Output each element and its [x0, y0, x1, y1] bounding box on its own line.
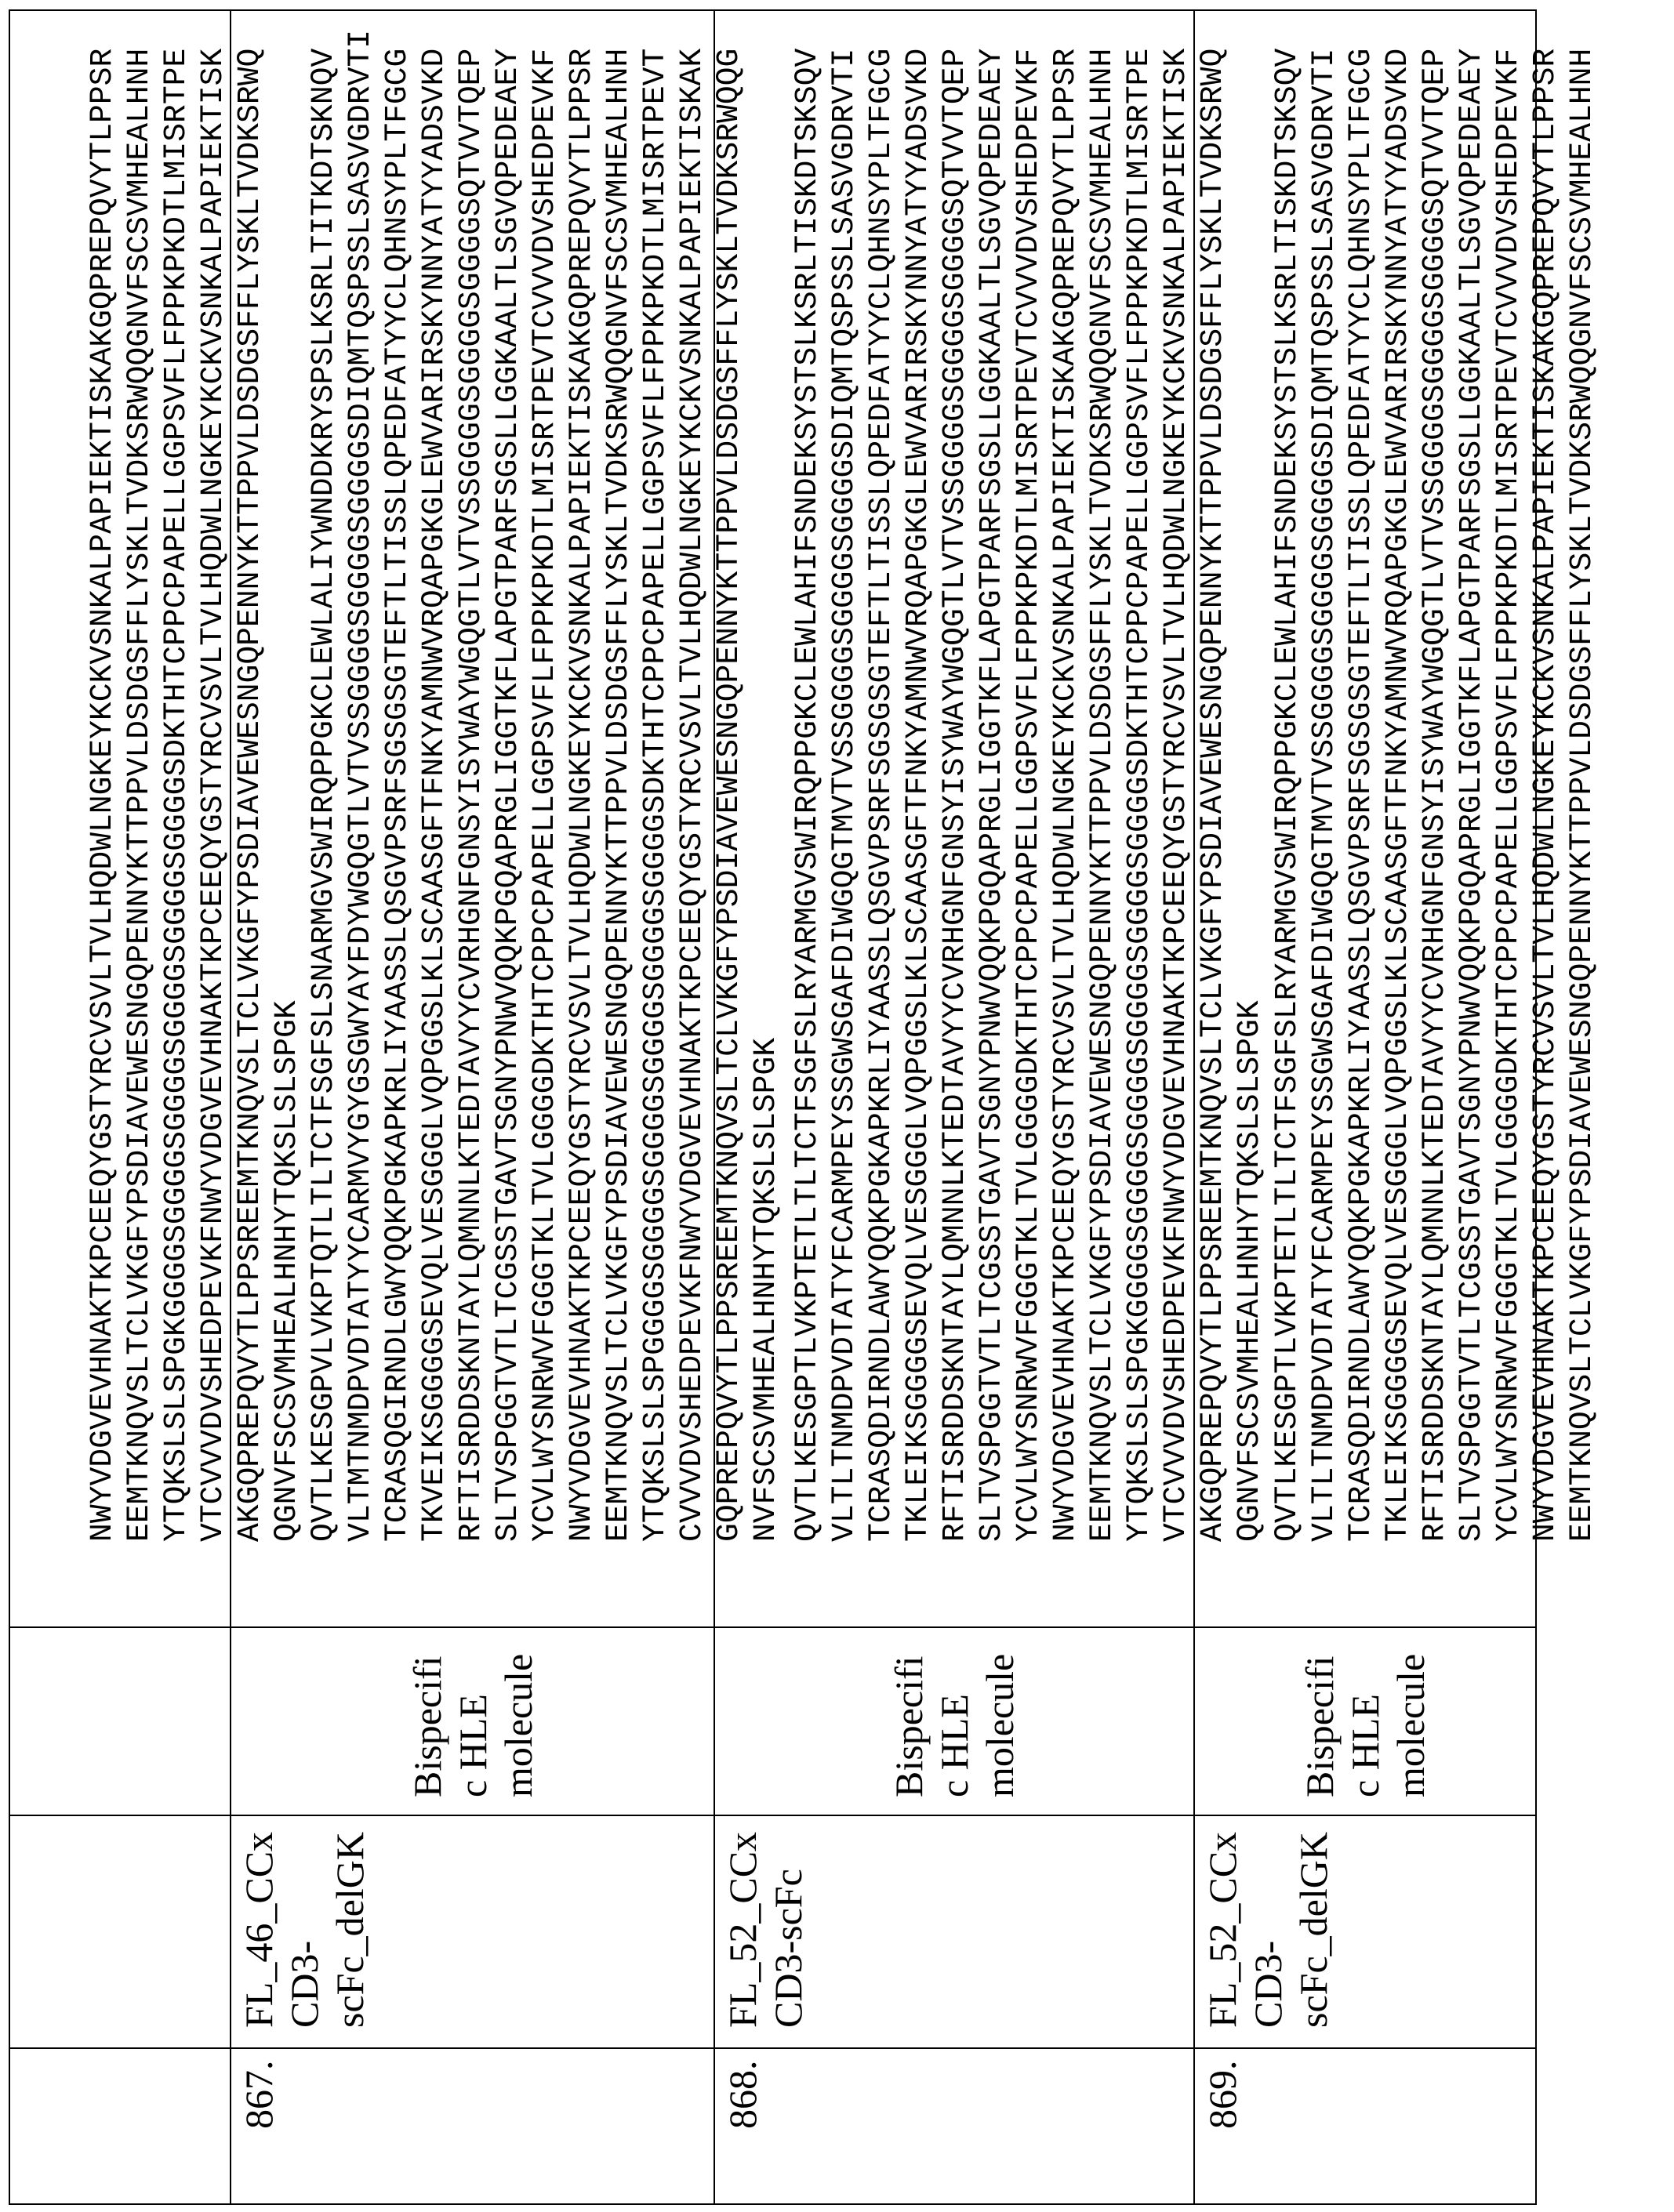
- description-cell: [715, 1626, 1193, 1815]
- sequence-id-number: 867.: [236, 2061, 281, 2130]
- sequence-line: QGNVFSCSVMHEALHNHYTQKSLSLSPGK: [1231, 49, 1268, 1542]
- sequence-line: EEMTKNQVSLTCLVKGFYPSDIAVEWESNGQPENNYKTTPPVLDSDGSFFLYSKLTVDKSRWQQGNVFSCSVMHEALHNH: [121, 49, 158, 1542]
- table-row: [1193, 9, 1537, 2205]
- sequence-line: SLTVSPGGTVTLTCGSSTGAVTSGNYPNWVQQKPGQAPRGLIGGTKFLAPGTPARFSGSLLGGKAALTLSGVQPEDEAEY: [489, 30, 526, 1542]
- sequence-line: TKVEIKSGGGGSEVQLVESGGGLVQPGGSLKLSCAASGFTFNKYAMNWVRQAPGKGLEWVARIRSKYNNYATYYADSVKD: [416, 30, 452, 1542]
- molecule-name: FL_46_CCx CD3-scFc_delGK: [236, 1822, 372, 2028]
- molecule-description: [405, 1654, 541, 1815]
- description-line: c HLE: [450, 1654, 496, 1797]
- molecule-description: [886, 1654, 1022, 1815]
- name-cell: [10, 1815, 230, 2047]
- sequence-line: SLTVSPGGTVTLTCGSSTGAVTSGNYPNWVQQKPGQAPRGLIGGTKFLAPGTPARFSGSLLGGKAALTLSGVQPEDEAEY: [1453, 49, 1490, 1542]
- name-cell: [1195, 1815, 1535, 2047]
- molecule-name: FL_52_CCx CD3-scFc_delGK: [1200, 1822, 1336, 2028]
- sequence-line: TCRASQDIRNDLAWYQQKPGKAPKRLIYAASSLQSGVPSRFSGSGSGTEFTLTISSLQPEDFATYYCLQHNSYPLTFGCG: [1342, 49, 1379, 1542]
- description-line: c HLE: [931, 1654, 977, 1797]
- sequence-line: AKGQPREPQVYTLPPSREEMTKNQVSLTCLVKGFYPSDIAVEWESNGQPENNYKTTPPVLDSDGSFFLYSKLTVDKSRWQ: [231, 49, 268, 1542]
- sequence-line: QGNVFSCSVMHEALHNHYTQKSLSLSPGK: [268, 49, 305, 1542]
- number-cell: [231, 2047, 714, 2203]
- description-line: molecule: [1388, 1654, 1433, 1797]
- sequence-line: TKLEIKSGGGGSEVQLVESGGGLVQPGGSLKLSCAASGFTFNKYAMNWVRQAPGKGLEWVARIRSKYNNYATYYADSVKD: [1379, 49, 1416, 1542]
- sequence-line: YCVLWYSNRWVFGGGTKLTVLGGGGDKTHTCPPCPAPELLGGPSVFLFPPKPKDTLMISRTPEVTCVVVDVSHEDPEVKF: [526, 30, 563, 1542]
- sequence-line: RFTISRDDSKNTAYLQMNNLKTEDTAVYYCVRHGNFGNSYISYWAYWGQGTLVTVSSGGGGSGGGGSGGGGSQTVVTQEP: [1416, 49, 1453, 1542]
- sequence-line: NWYVDGVEVHNAKTKPCEEQYGSTYRCVSVLTVLHQDWLNGKEYKCKVSNKALPAPIEKTISKAKGQPREPQVYTLPPSR: [84, 49, 121, 1542]
- sequence-line: EEMTKNQVSLTCLVKGFYPSDIAVEWESNGQPENNYKTTPPVLDSDGSFFLYSKLTVDKSRWQQGNVFSCSVMHEALHNH: [600, 30, 637, 1542]
- description-line: molecule: [977, 1654, 1022, 1797]
- sequence-line: VLTMTNMDPVDTATYYCARMVYGYGSGWYAYFDYWGQGTLVTVSSGGGGSGGGGSGGGGSDIQMTQSPSSLSASVGDRVTI: [342, 30, 379, 1542]
- sequence-id-number: 868.: [720, 2061, 765, 2130]
- sequence-line: YCVLWYSNRWVFGGGTKLTVLGGGGDKTHTCPPCPAPELLGGPSVFLFPPKPKDTLMISRTPEVTCVVVDVSHEDPEVKF: [1010, 49, 1047, 1542]
- number-cell: [1195, 2047, 1535, 2203]
- sequence-line: VLTLTNMDPVDTATYFCARMPEYSSGWSGAFDIWGQGTMVTVSSGGGGSGGGGSGGGGSDIQMTQSPSSLSASVGDRVTI: [1305, 49, 1342, 1542]
- name-cell: [231, 1815, 714, 2047]
- sequence-line: CVVVDVSHEDPEVKFNWYVDGVEVHNAKTKPCEEQYGSTYRCVSVLTVLHQDWLNGKEYKCKVSNKALPAPIEKTISKAK: [674, 30, 710, 1542]
- sequence-line: RFTISRDDSKNTAYLQMNNLKTEDTAVYYCVRHGNFGNSYISYWAYWGQGTLVTVSSGGGGSGGGGSGGGGSQTVVTQEP: [936, 49, 973, 1542]
- sequence-line: AKGQPREPQVYTLPPSREEMTKNQVSLTCLVKGFYPSDIAVEWESNGQPENNYKTTPPVLDSDGSFFLYSKLTVDKSRWQ: [1194, 49, 1231, 1542]
- sequence-line: NVFSCSVMHEALHNHYTQKSLSLSPGK: [747, 30, 784, 1542]
- sequence-cell: [1195, 11, 1535, 1626]
- sequence-line: SLTVSPGGTVTLTCGSSTGAVTSGNYPNWVQQKPGQAPRGLIGGTKFLAPGTPARFSGSLLGGKAALTLSGVQPEDEAEY: [973, 49, 1010, 1542]
- sequence-cell: [10, 11, 230, 1626]
- sequence-line: TCRASQDIRNDLAWYQQKPGKAPKRLIYAASSLQSGVPSRFSGSGSGTEFTLTISSLQPEDFATYYCLQHNSYPLTFGCG: [862, 49, 899, 1542]
- sequence-cell: [231, 11, 714, 1626]
- molecule-name: FL_52_CCx CD3-scFc: [720, 1822, 811, 2028]
- sequence-line: YTQKSLSLSPGKGGGGSGGGGSGGGGSGGGGSGGGGSGGGGSDKTHTCPPCPAPELLGGPSVFLFPPKPKDTLMISRTPE: [158, 49, 194, 1542]
- sequence-line: VTCVVVDVSHEDPEVKFNWYVDGVEVHNAKTKPCEEQYGSTYRCVSVLTVLHQDWLNGKEYKCKVSNKALPAPIEKTISK: [194, 49, 231, 1542]
- sequence-line: QVTLKESGPTLVKPTETLTLTCTFSGFSLRYARMGVSWIRQPPGKCLEWLAHIFSNDEKSYSTSLKSRLTISKDTSKSQV: [1269, 49, 1305, 1542]
- sequence-line: NWYVDGVEVHNAKTKPCEEQYGSTYRCVSVLTVLHQDWLNGKEYKCKVSNKALPAPIEKTISKAKGQPREPQVYTLPPSR: [563, 30, 600, 1542]
- number-cell: [715, 2047, 1193, 2203]
- sequence-id-number: 869.: [1200, 2061, 1245, 2130]
- table-row: [230, 9, 715, 2205]
- amino-acid-sequence: [1195, 49, 1674, 1542]
- sequence-line: YTQKSLSLSPGGGGSGGGGSGGGGSGGGGSGGGGSGGGGSDKTHTCPPCPAPELLGGPSVFLFPPKPKDTLMISRTPEVT: [637, 30, 674, 1542]
- description-line: Bispecifi: [886, 1654, 931, 1797]
- table-row: [9, 9, 231, 2205]
- molecule-description: [1297, 1654, 1433, 1815]
- number-cell: [10, 2047, 230, 2203]
- sequence-line: QVTLKESGPTLVKPTETLTLTCTFSGFSLRYARMGVSWIRQPPGKCLEWLAHIFSNDEKSYSTSLKSRLTISKDTSKSQV: [789, 49, 826, 1542]
- description-line: Bispecifi: [405, 1654, 450, 1797]
- sequence-line: RFTISRDDSKNTAYLQMNNLKTEDTAVYYCVRHGNFGNSYISYWAYWGQGTLVTVSSGGGGSGGGGSGGGGSQTVVTQEP: [452, 30, 489, 1542]
- sequence-line: QVTLKESGPVLVKPTQTLTLTCTFSGFSLSNARMGVSWIRQPPGKCLEWLALIYWNDDKRYSPSLKSRLTITKDTSKNQV: [305, 30, 342, 1542]
- description-line: c HLE: [1342, 1654, 1388, 1797]
- rotated-document-page: [0, 0, 1542, 2212]
- sequence-line: NWYVDGVEVHNAKTKPCEEQYGSTYRCVSVLTVLHQDWLNGKEYKCKVSNKALPAPIEKTISKAKGQPREPQVYTLPPSR: [1047, 49, 1084, 1542]
- sequence-line: VTCVVVDVSHEDPEVKFNWYVDGVEVHNAKTKPCEEQYGSTYRCVSVLTVLHQDWLNGKEYKCKVSNKALPAPIEKTISK: [1157, 49, 1194, 1542]
- sequence-cell: [715, 11, 1193, 1626]
- sequence-line: YTQKSLSLSPGKGGGGSGGGGSGGGGSGGGGSGGGGSGGGGSDKTHTCPPCPAPELLGGPSVFLFPPKPKDTLMISRTPE: [1120, 49, 1157, 1542]
- description-cell: [1195, 1626, 1535, 1815]
- description-cell: [231, 1626, 714, 1815]
- table-row: [714, 9, 1195, 2205]
- sequence-line: TCRASQGIRNDLGWYQQKPGKAPKRLIYAASSLQSGVPSRFSGSGSGTEFTLTISSLQPEDFATYYCLQHNSYPLTFGCG: [379, 30, 416, 1542]
- description-cell: [10, 1626, 230, 1815]
- sequence-line: EEMTKNQVSLTCLVKGFYPSDIAVEWESNGQPENNYKTTPPVLDSDGSFFLYSKLTVDKSRWQQGNVFSCSVMHEALHNH: [1084, 49, 1120, 1542]
- name-cell: [715, 1815, 1193, 2047]
- sequence-line: TKLEIKSGGGGSEVQLVESGGGLVQPGGSLKLSCAASGFTFNKYAMNWVRQAPGKGLEWVARIRSKYNNYATYYADSVKD: [899, 49, 936, 1542]
- sequence-line: GQPREPQVYTLPPSREEMTKNQVSLTCLVKGFYPSDIAVEWESNGQPENNYKTTPPVLDSDGSFFLYSKLTVDKSRWQQG: [710, 30, 747, 1542]
- description-line: molecule: [496, 1654, 541, 1797]
- sequence-line: VLTLTNMDPVDTATYFCARMPEYSSGWSGAFDIWGQGTMVTVSSGGGGSGGGGSGGGGSDIQMTQSPSSLSASVGDRVTI: [826, 49, 862, 1542]
- sequence-line: EEMTKNQVSLTCLVKGFYPSDIAVEWESNGQPENNYKTTPPVLDSDGSFFLYSKLTVDKSRWQQGNVFSCSVMHEALHNH: [1563, 49, 1600, 1542]
- sequence-line: YCVLWYSNRWVFGGGTKLTVLGGGGDKTHTCPPCPAPELLGGPSVFLFPPKPKDTLMISRTPEVTCVVVDVSHEDPEVKF: [1490, 49, 1527, 1542]
- description-line: Bispecifi: [1297, 1654, 1342, 1797]
- sequence-line: NWYVDGVEVHNAKTKPCEEQYGSTYRCVSVLTVLHQDWLNGKEYKCKVSNKALPAPIEKTISKAKGQPREPQVYTLPPSR: [1527, 49, 1563, 1542]
